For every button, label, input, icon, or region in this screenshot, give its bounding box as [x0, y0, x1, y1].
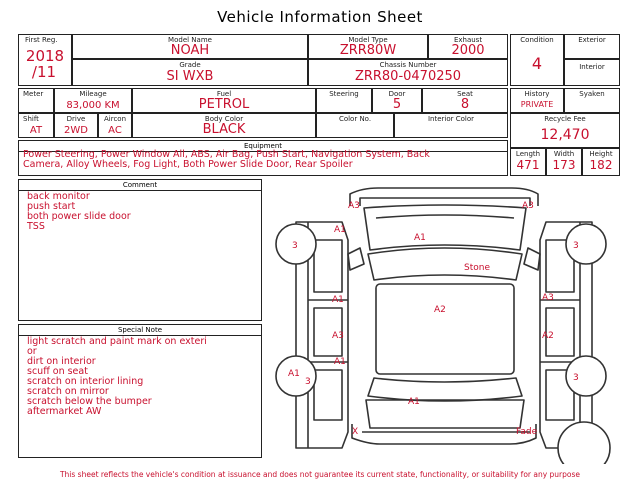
- exterior-label: Exterior: [578, 36, 606, 44]
- mark-left-rear-door: A3: [332, 331, 344, 341]
- mark-left-front-door: A1: [332, 295, 344, 305]
- body-color-label: Body Color: [204, 115, 244, 123]
- seat-cell: [422, 88, 508, 113]
- special-note-text: light scratch and paint mark on exteri or dirt on interior scuff on seat scratch on interior lining scratch on mirror scratch below the bumper aftermarket AW: [27, 336, 207, 417]
- interior-color-cell: [394, 113, 508, 138]
- shift-label: Shift: [23, 115, 39, 123]
- aircon-value: AC: [108, 125, 122, 136]
- history-label: History: [524, 90, 550, 98]
- model-name-label: Model Name: [168, 36, 212, 44]
- recycle-fee-cell: [510, 113, 620, 148]
- first-reg-month: /11: [31, 63, 57, 81]
- length-label: Length: [515, 150, 541, 158]
- recycle-fee-label: Recycle Fee: [544, 115, 586, 123]
- chassis-cell: [308, 59, 508, 86]
- color-no-label: Color No.: [338, 115, 372, 123]
- length-cell: [510, 148, 546, 176]
- height-label: Height: [589, 150, 613, 158]
- mark-roof: A2: [434, 305, 446, 315]
- mark-front-right-wheel: 3: [573, 241, 579, 251]
- history-cell: [510, 88, 564, 113]
- spare-wheel: [558, 422, 610, 464]
- model-type-cell: [308, 34, 428, 59]
- meter-label: Meter: [23, 90, 44, 98]
- equipment-value: Power Steering, Power Window All, ABS, Air Bag, Push Start, Navigation System, Back Camera, Alloy Wheels, Fog Light, Both Power Slide Door, Rear Spoiler: [23, 149, 430, 170]
- mark-rear-right-wheel: 3: [573, 373, 579, 383]
- sheet-title: Vehicle Information Sheet: [217, 8, 423, 26]
- width-cell: [546, 148, 582, 176]
- condition-cell: [510, 34, 564, 86]
- grade-label: Grade: [179, 61, 201, 69]
- interior-cell: [564, 59, 620, 86]
- meter-cell: [18, 88, 54, 113]
- fuel-value: PETROL: [198, 97, 250, 112]
- door-label: Door: [388, 90, 406, 98]
- aircon-label: Aircon: [103, 115, 127, 123]
- syaken-label: Syaken: [579, 90, 605, 98]
- mark-hood-center-a1: A1: [414, 233, 426, 243]
- exhaust-label: Exhaust: [453, 36, 483, 44]
- exhaust-cell: [428, 34, 508, 59]
- fuel-label: Fuel: [216, 90, 232, 98]
- comment-box: [18, 179, 262, 321]
- height-cell: [582, 148, 620, 176]
- mark-hood-left-a1: A1: [334, 225, 346, 235]
- chassis-label: Chassis Number: [379, 61, 437, 69]
- mark-stone: Stone: [464, 263, 490, 273]
- seat-value: 8: [460, 97, 470, 112]
- equipment-cell: [18, 140, 508, 176]
- exhaust-value: 2000: [451, 43, 485, 58]
- interior-label: Interior: [579, 63, 605, 71]
- mark-rear-right-fade: Fade: [516, 427, 538, 437]
- grade-cell: [72, 59, 308, 86]
- mark-front-left-wheel: 3: [292, 241, 298, 251]
- history-value: PRIVATE: [520, 100, 554, 109]
- chassis-value: ZRR80-0470250: [354, 69, 462, 84]
- equipment-label: Equipment: [19, 141, 507, 152]
- model-type-label: Model Type: [348, 36, 388, 44]
- model-type-value: ZRR80W: [339, 43, 397, 58]
- first-reg-cell: [18, 34, 72, 86]
- disclaimer: This sheet reflects the vehicle's condition at issuance and does not guarantee its current state, functionality, or suitability for any purpose: [59, 470, 581, 479]
- interior-color-label: Interior Color: [427, 115, 475, 123]
- mark-left-lower: A1: [334, 357, 346, 367]
- mileage-label: Mileage: [79, 90, 107, 98]
- drive-label: Drive: [66, 115, 86, 123]
- steering-label: Steering: [329, 90, 359, 98]
- width-label: Width: [553, 150, 575, 158]
- drive-cell: [54, 113, 98, 138]
- comment-text: back monitor push start both power slide door TSS: [27, 191, 131, 232]
- condition-label: Condition: [520, 36, 554, 44]
- seat-label: Seat: [457, 90, 473, 98]
- mark-front-left-a3: A3: [348, 201, 360, 211]
- condition-value: 4: [531, 54, 543, 73]
- syaken-cell: [564, 88, 620, 113]
- grade-value: SI WXB: [166, 69, 214, 84]
- shift-value: AT: [29, 125, 43, 136]
- door-value: 5: [392, 97, 402, 112]
- drive-value: 2WD: [64, 125, 88, 136]
- rear-right-wheel: [566, 356, 606, 396]
- door-cell: [372, 88, 422, 113]
- first-reg-label: First Reg.: [25, 36, 58, 44]
- front-right-wheel: [566, 224, 606, 264]
- fuel-cell: [132, 88, 316, 113]
- vehicle-damage-diagram: [268, 180, 620, 464]
- width-value: 173: [552, 158, 576, 172]
- mileage-value: 83,000 KM: [66, 100, 120, 111]
- model-name-cell: [72, 34, 308, 59]
- mark-rear-left-wheel-a1: A1: [288, 369, 300, 379]
- aircon-cell: [98, 113, 132, 138]
- mileage-cell: [54, 88, 132, 113]
- body-color-cell: [132, 113, 316, 138]
- mark-rear-left-wheel-3: 3: [305, 377, 311, 387]
- model-name-value: NOAH: [170, 43, 210, 58]
- mark-rear-left-x: X: [352, 427, 359, 437]
- mark-right-rear-door: A2: [542, 331, 554, 341]
- color-no-cell: [316, 113, 394, 138]
- length-value: 471: [516, 158, 540, 172]
- special-note-box: [18, 324, 262, 458]
- steering-cell: [316, 88, 372, 113]
- body-color-value: BLACK: [202, 122, 246, 137]
- exterior-cell: [564, 34, 620, 59]
- special-note-label: Special Note: [19, 325, 261, 336]
- comment-label: Comment: [19, 180, 261, 191]
- shift-cell: [18, 113, 54, 138]
- recycle-fee-value: 12,470: [540, 127, 590, 143]
- mark-front-right-a3: A3: [522, 201, 534, 211]
- height-value: 182: [589, 158, 613, 172]
- mark-tailgate: A1: [408, 397, 420, 407]
- first-reg-year: 2018: [25, 47, 65, 65]
- mark-right-front-door: A3: [542, 293, 554, 303]
